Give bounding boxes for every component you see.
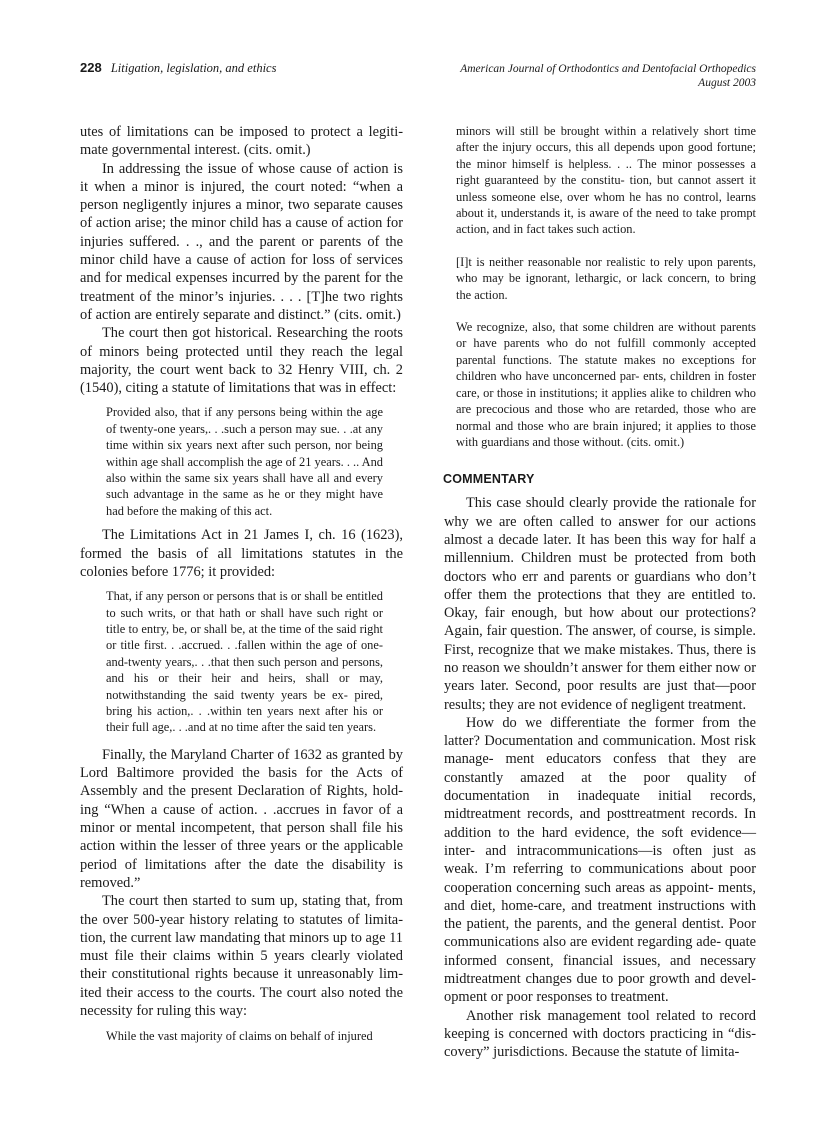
paragraph: This case should clearly provide the rationale for why we are often called to answer for our actions almost a decade later. It has been this way for half a millennium. Children must be protected from both doctors who err and parents or guardians who don’t offer them the protections that they are entitled to. Okay, fair enough, but how about our protections? Again, fair question. The answer, of course, is simple. First, recognize that we make mistakes. Thus, there is no reason we shouldn’t answer for them either now or years later. Second, poor results are just that—poor results; they are not evidence of negligent treatment. xyxy=(444,495,756,713)
running-header xyxy=(80,60,756,100)
paragraph: How do we differentiate the former from the latter? Documentation and communication. Most risk manage- ment educators confess that they are constantly amazed at the poor quality of documentation in inadequate initial records, midtreatment records, and posttreatment records. In addition to the hard evidence, the soft evidence—inter- and intracommunications—is often just as weak. I’m referring to communications about poor cooperation concerning such areas as appoint- ments, and diet, home-care, and treatment instructions with the patient, the parents, and the general dentist. Poor communications also are evident regarding ade- quate informed consent, financial issues, and necessary midtreatment changes due to poor growth and devel- opment or poor responses to treatment. xyxy=(444,714,756,1006)
block-quote: Provided also, that if any persons being within the age of twenty-one years,. . .such a person may sue. . .at any time within six years next after such person, nor being within age shall accomplish the age of 21 years. . .. And also within the same six years shall have all and every such advantage in the same as he or they might have had before the making of this act. xyxy=(106,405,383,518)
paragraph: In addressing the issue of whose cause of action is it when a minor is injured, the court noted: “when a person negligently injures a minor, two separate causes of action arise; the minor child has a cause of action for injuries suffered. . ., and the parent or parents of the minor child have a cause of action for loss of services and for medical expenses incurred by the parent for the treatment of the minor’s injuries. . . . [T]he two rights of action are entirely separate and distinct.” (cits. omit.) xyxy=(80,160,403,323)
section-name: Litigation, legislation, and ethics xyxy=(110,61,277,75)
block-quote: While the vast majority of claims on behalf of injured xyxy=(106,1029,373,1044)
header-right xyxy=(460,62,756,90)
paragraph: The court then got historical. Researching the roots of minors being protected until they reach the legal majority, the court went back to 32 Henry VIII, ch. 2 (1540), citing a statute of limitations that was in effect: xyxy=(80,325,403,397)
left-column xyxy=(80,123,403,1052)
paragraph: utes of limitations can be imposed to protect a legiti- mate governmental interest. (cits. omit.) xyxy=(80,124,403,159)
page-number: 228 xyxy=(80,60,102,75)
header-left xyxy=(80,60,276,76)
block-quote: We recognize, also, that some children are without parents or have parents who do not fulfill commonly accepted parental functions. The statute makes no exceptions for children who have unconcerned par- ents, children in foster care, or those in institutions; it applies alike to children who are precocious and those who are retarded, those who are normal and those who are brain injured; it applies to those with guardians and those without. (cits. omit.) xyxy=(456,320,756,449)
paragraph: Another risk management tool related to record keeping is concerned with doctors practicing in “dis- covery” jurisdictions. Because the statute of limita- xyxy=(444,1007,756,1061)
section-heading: COMMENTARY xyxy=(443,472,535,487)
paragraph: Finally, the Maryland Charter of 1632 as granted by Lord Baltimore provided the basis for the Acts of Assembly and the present Declaration of Rights, hold- ing “When a cause of action. . .accrues in favor of a minor or mental incompetent, that person shall file his action within the lesser of three years or the applicable period of limitations after the date the disability is removed.” xyxy=(80,746,403,891)
issue-date: August 2003 xyxy=(698,77,756,89)
paragraph: The Limitations Act in 21 James I, ch. 16 (1623), formed the basis of all limitations statutes in the colonies before 1776; it provided: xyxy=(80,527,403,580)
paragraph: The court then started to sum up, stating that, from the over 500-year history relating to statutes of limita- tion, the current law mandating that minors up to age 11 must file their claims within 5 years clearly violated their constitutional rights because it unreasonably lim- ited their access to the courts. The court also noted the necessity for ruling this way: xyxy=(80,893,403,1019)
right-column xyxy=(443,123,756,1062)
journal-title: American Journal of Orthodontics and Dentofacial Orthopedics xyxy=(460,63,756,75)
block-quote: minors will still be brought within a relatively short time after the injury occurs, this all depends upon good fortune; the minor himself is helpless. . .. The minor possesses a right guaranteed by the constitu- tion, but cannot assert it unless someone else, over whom he has no control, learns about it, understands it, is aware of the need to take prompt action, and in fact takes such action. xyxy=(456,124,756,237)
block-quote: That, if any person or persons that is or shall be entitled to such writs, or that hath or shall have such right or title to entry, be, or shall be, at the time of the said right or title first. . .accrued. . .fallen within the age of one-and-twenty years,. . .that then such person and persons, and his or their heir and heirs, shall or may, notwithstanding the said twenty years be ex- pired, bring his action,. . .within ten years next after his or their full age,. . .and at no time after the said ten years. xyxy=(106,589,383,735)
block-quote: [I]t is neither reasonable nor realistic to rely upon parents, who may be ignorant, lethargic, or lack concern, to bring the action. xyxy=(456,254,756,302)
